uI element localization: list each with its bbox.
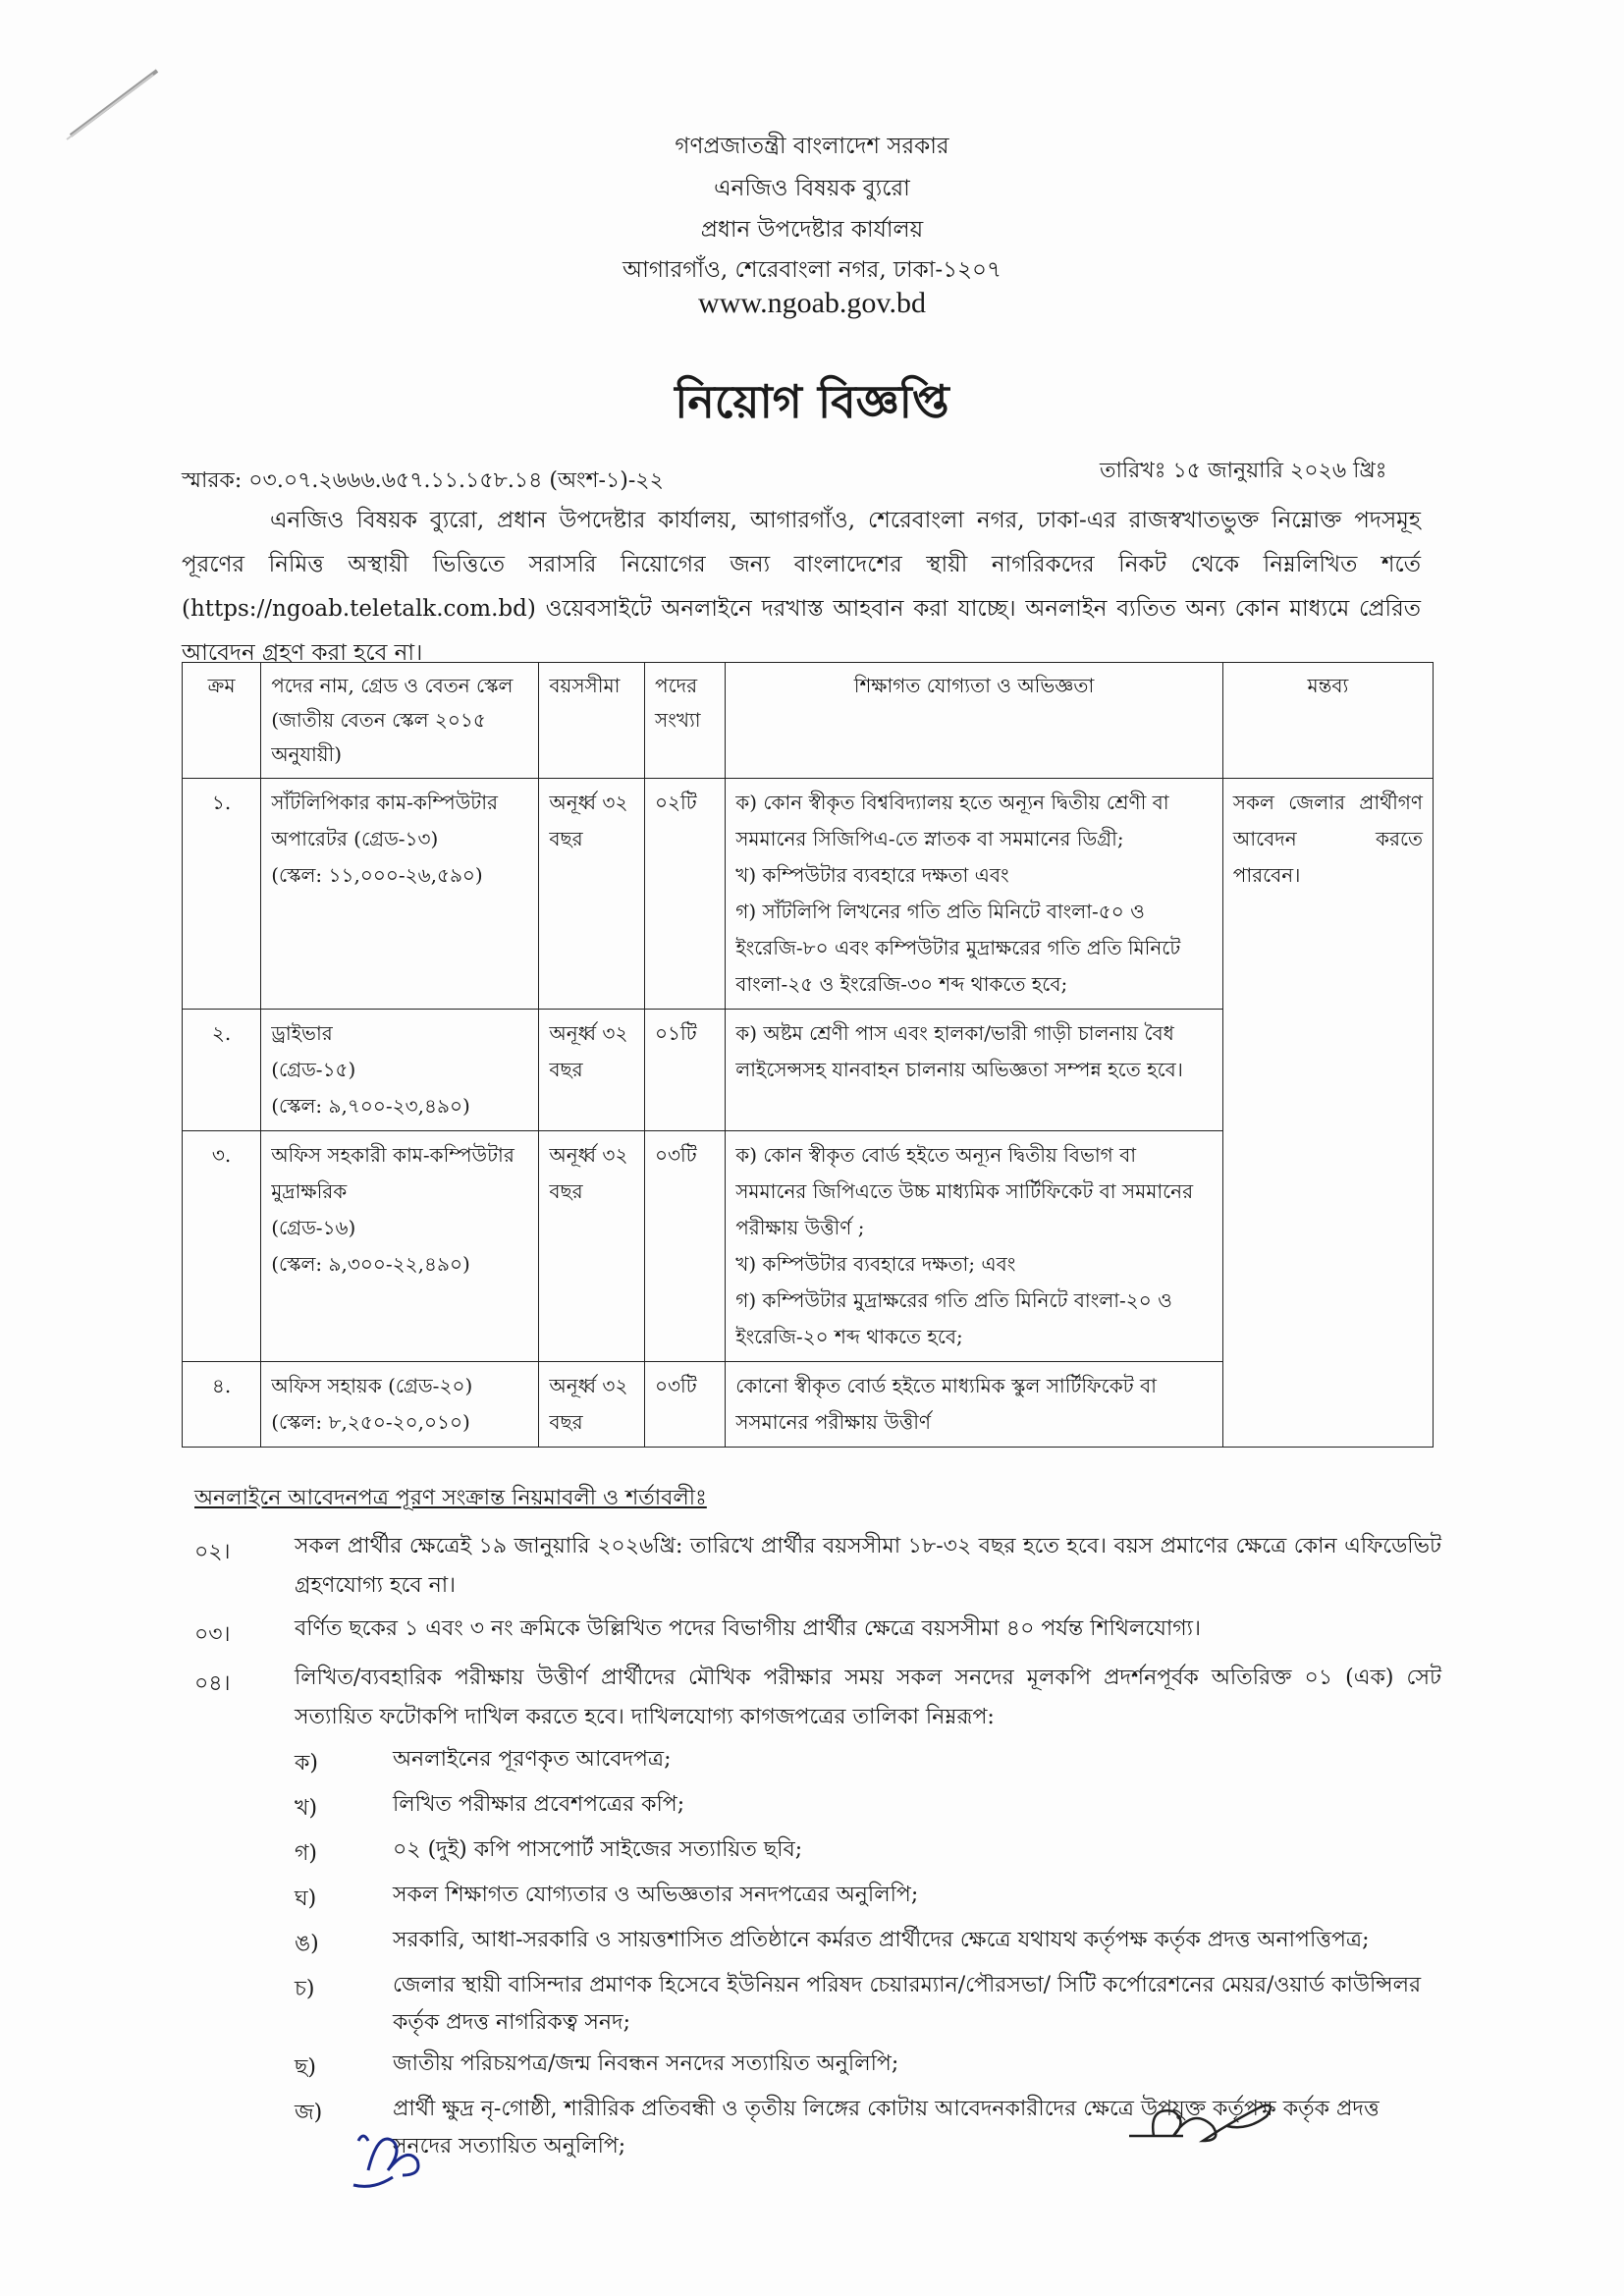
- memo-number: স্মারক: ০৩.০৭.২৬৬৬.৬৫৭.১১.১৫৮.১৪ (অংশ-১)-২২: [182, 468, 664, 493]
- document-marker: গ): [295, 1841, 318, 1866]
- rule-text: লিখিত/ব্যবহারিক পরীক্ষায় উত্তীর্ণ প্রার্থীদের মৌখিক পরীক্ষার সময় সকল সনদের মূলকপি প্রদর্শনপূর্বক অতিরিক্ত ০১ (এক) সেট সত্যায়িত ফটোকপি দাখিল করতে হবে। দাখিলযোগ্য কাগজপত্রের তালিকা নিম্নরূপ:: [295, 1666, 1441, 1729]
- letterhead-government: গণপ্রজাতন্ত্রী বাংলাদেশ সরকার: [675, 134, 949, 159]
- row-age: অনূর্ধ্ব ৩২ বছর: [539, 779, 645, 1010]
- pay-scale: (স্কেল: ৯,৩০০-২২,৪৯০): [271, 1252, 470, 1276]
- document-marker: চ): [295, 1977, 315, 2001]
- header-post-note: (জাতীয় বেতন স্কেল ২০১৫ অনুযায়ী): [271, 708, 486, 766]
- document-item: [295, 2046, 1441, 2087]
- table-header-row: [183, 663, 1434, 779]
- post-name: সাঁটলিপিকার কাম-কম্পিউটার অপারেটর (গ্রেড-১৩): [271, 791, 498, 850]
- intro-paragraph: [182, 499, 1421, 676]
- document-text: সরকারি, আধা-সরকারি ও সায়ত্তশাসিত প্রতিষ্ঠানে কর্মরত প্রার্থীদের ক্ষেত্রে যথাযথ কর্তৃপক্ষ কর্তৃক প্রদত্ত অনাপত্তিপত্র;: [393, 1928, 1370, 1952]
- header-serial: ক্রম: [183, 663, 261, 779]
- qualification-line: ক) অষ্টম শ্রেণী পাস এবং হালকা/ভারী গাড়ী চালনায় বৈধ লাইসেন্সসহ যানবাহন চালনায় অভিজ্ঞতা সম্পন্ন হতে হবে।: [735, 1021, 1183, 1081]
- qualification-line: ক) কোন স্বীকৃত বোর্ড হইতে অন্যূন দ্বিতীয় বিভাগ বা সমমানের জিপিএতে উচ্চ মাধ্যমিক সার্টিফিকেট বা সমমানের পরীক্ষায় উত্তীর্ণ ;: [735, 1143, 1194, 1239]
- row-serial: ২.: [183, 1010, 261, 1131]
- qualification-line: খ) কম্পিউটার ব্যবহারে দক্ষতা; এবং: [735, 1252, 1016, 1276]
- remarks-cell: সকল জেলার প্রার্থীগণ আবেদন করতে পারবেন।: [1222, 779, 1433, 1448]
- row-serial: ৪.: [183, 1362, 261, 1448]
- document-item: [295, 1967, 1441, 2042]
- letterhead-office: প্রধান উপদেষ্টার কার্যালয়: [700, 217, 924, 243]
- row-post: [261, 1010, 539, 1131]
- row-post: [261, 779, 539, 1010]
- document-text: লিখিত পরীক্ষার প্রবেশপত্রের কপি;: [393, 1792, 685, 1817]
- intro-text: এনজিও বিষয়ক ব্যুরো, প্রধান উপদেষ্টার কার্যালয়, আগারগাঁও, শেরেবাংলা নগর, ঢাকা-এর রাজস্বখাতভুক্ত নিম্নোক্ত পদসমূহ পূরণের নিমিত্ত অস্থায়ী ভিত্তিতে সরাসরি নিয়োগের জন্য বাংলাদেশের স্থায়ী নাগরিকদের নিকট থেকে নিম্নলিখিত শর্তে (https://ngoab.teletalk.com.bd) ওয়েবসাইটে অনলাইনে দরখাস্ত আহবান করা যাচ্ছে। অনলাইন ব্যতিত অন্য কোন মাধ্যমে প্রেরিত আবেদন গ্রহণ করা হবে না।: [182, 508, 1421, 666]
- header-post: [261, 663, 539, 779]
- issue-date: তারিখঃ ১৫ জানুয়ারি ২০২৬ খ্রিঃ: [1100, 459, 1387, 483]
- positions-table: [182, 662, 1434, 1448]
- qualification-line: গ) কম্পিউটার মুদ্রাক্ষরের গতি প্রতি মিনিটে বাংলা-২০ ও ইংরেজি-২০ শব্দ থাকতে হবে;: [735, 1288, 1172, 1348]
- row-qualification: [726, 1131, 1223, 1362]
- header-age: বয়সসীমা: [539, 663, 645, 779]
- row-qualification: [726, 1010, 1223, 1131]
- qualification-line: ক) কোন স্বীকৃত বিশ্ববিদ্যালয় হতে অন্যূন দ্বিতীয় শ্রেণী বা সমমানের সিজিপিএ-তে স্নাতক বা সমমানের ডিগ্রী;: [735, 791, 1169, 850]
- document-item: [295, 1877, 1441, 1918]
- pay-scale: (স্কেল: ৯,৭০০-২৩,৪৯০): [271, 1094, 470, 1118]
- header-qualification: শিক্ষাগত যোগ্যতা ও অভিজ্ঞতা: [726, 663, 1223, 779]
- document-marker: ছ): [295, 2055, 316, 2080]
- qualification-line: কোনো স্বীকৃত বোর্ড হইতে মাধ্যমিক স্কুল সার্টিফিকেট বা সসমানের পরীক্ষায় উত্তীর্ণ: [735, 1374, 1157, 1434]
- rule-item: [194, 1527, 1441, 1606]
- document-text: অনলাইনের পূরণকৃত আবেদপত্র;: [393, 1747, 672, 1772]
- rules-heading: অনলাইনে আবেদনপত্র পূরণ সংক্রান্ত নিয়মাবলী ও শর্তাবলীঃ: [194, 1486, 707, 1510]
- initial-signature-left: [339, 2111, 447, 2200]
- qualification-line: খ) কম্পিউটার ব্যবহারে দক্ষতা এবং: [735, 863, 1009, 887]
- row-serial: ৩.: [183, 1131, 261, 1362]
- row-qualification: [726, 1362, 1223, 1448]
- document-item: [295, 1831, 1441, 1873]
- document-marker: খ): [295, 1796, 318, 1821]
- document-marker: ঙ): [295, 1932, 319, 1956]
- document-item: [295, 1786, 1441, 1828]
- row-qualification: [726, 779, 1223, 1010]
- page-title: নিয়োগ বিজ্ঞপ্তি: [675, 375, 949, 428]
- rule-number: ০৪।: [194, 1671, 231, 1696]
- rule-number: ০৩।: [194, 1622, 231, 1647]
- document-text: জেলার স্থায়ী বাসিন্দার প্রমাণক হিসেবে ইউনিয়ন পরিষদ চেয়ারম্যান/পৌরসভা/ সিটি কর্পোরেশনের মেয়র/ওয়ার্ড কাউন্সিলর কর্তৃক প্রদত্ত নাগরিকত্ব সনদ;: [393, 1973, 1422, 2035]
- document-marker: ঘ): [295, 1886, 317, 1911]
- document-text: ০২ (দুই) কপি পাসপোর্ট সাইজের সত্যায়িত ছবি;: [393, 1837, 803, 1862]
- post-grade: (গ্রেড-১৬): [271, 1216, 356, 1239]
- row-count: ০৩টি: [645, 1131, 726, 1362]
- qualification-line: গ) সাঁটলিপি লিখনের গতি প্রতি মিনিটে বাংলা-৫০ ও ইংরেজি-৮০ এবং কম্পিউটার মুদ্রাক্ষরের গতি প্রতি মিনিটে বাংলা-২৫ ও ইংরেজি-৩০ শব্দ থাকতে হবে;: [735, 900, 1181, 996]
- post-name: ড্রাইভার: [271, 1021, 333, 1045]
- row-serial: ১.: [183, 779, 261, 1010]
- letterhead-bureau: এনজিও বিষয়ক ব্যুরো: [714, 176, 910, 201]
- rules-section: [194, 1481, 1441, 2165]
- row-count: ০১টি: [645, 1010, 726, 1131]
- rule-text: সকল প্রার্থীর ক্ষেত্রেই ১৯ জানুয়ারি ২০২৬খ্রি: তারিখে প্রার্থীর বয়সসীমা ১৮-৩২ বছর হতে হবে। বয়স প্রমাণের ক্ষেত্রে কোন এফিডেভিট গ্রহণযোগ্য হবে না।: [295, 1534, 1441, 1598]
- row-age: অনূর্ধ্ব ৩২ বছর: [539, 1010, 645, 1131]
- rule-item: [194, 1659, 1441, 1737]
- post-name: অফিস সহকারী কাম-কম্পিউটার মুদ্রাক্ষরিক: [271, 1143, 514, 1203]
- document-marker: ক): [295, 1751, 318, 1776]
- signature-right: [1124, 2087, 1291, 2156]
- header-remarks: মন্তব্য: [1222, 663, 1433, 779]
- row-age: অনূর্ধ্ব ৩২ বছর: [539, 1131, 645, 1362]
- header-post-label: পদের নাম, গ্রেড ও বেতন স্কেল: [271, 674, 514, 697]
- document-text: জাতীয় পরিচয়পত্র/জন্ম নিবন্ধন সনদের সত্যায়িত অনুলিপি;: [393, 2051, 899, 2076]
- row-post: [261, 1362, 539, 1448]
- pay-scale: (স্কেল: ৮,২৫০-২০,০১০): [271, 1410, 470, 1434]
- row-count: ০২টি: [645, 779, 726, 1010]
- post-name: অফিস সহায়ক (গ্রেড-২০): [271, 1374, 473, 1397]
- document-text: সকল শিক্ষাগত যোগ্যতার ও অভিজ্ঞতার সনদপত্রের অনুলিপি;: [393, 1883, 919, 1907]
- document-text: প্রার্থী ক্ষুদ্র নৃ-গোষ্ঠী, শারীরিক প্রতিবন্ধী ও তৃতীয় লিঙ্গের কোটায় আবেদনকারীদের ক্ষেত্রে উপযুক্ত কর্তৃপক্ষ কর্তৃক প্রদত্ত সনদের সত্যায়িত অনুলিপি;: [393, 2097, 1380, 2159]
- letterhead-website: www.ngoab.gov.bd: [698, 287, 926, 319]
- document-marker: জ): [295, 2101, 323, 2125]
- pay-scale: (স্কেল: ১১,০০০-২৬,৫৯০): [271, 863, 483, 887]
- document-item: [295, 1922, 1441, 1963]
- post-grade: (গ্রেড-১৫): [271, 1058, 356, 1081]
- row-post: [261, 1131, 539, 1362]
- rule-item: [194, 1610, 1441, 1655]
- row-age: অনূর্ধ্ব ৩২ বছর: [539, 1362, 645, 1448]
- rule-text: বর্ণিত ছকের ১ এবং ৩ নং ক্রমিকে উল্লিখিত পদের বিভাগীয় প্রার্থীর ক্ষেত্রে বয়সসীমা ৪০ পর্যন্ত শিথিলযোগ্য।: [295, 1616, 1201, 1641]
- row-count: ০৩টি: [645, 1362, 726, 1448]
- header-count: পদের সংখ্যা: [645, 663, 726, 779]
- document-item: [295, 1741, 1441, 1782]
- rule-number: ০২।: [194, 1540, 231, 1564]
- table-row: [183, 779, 1434, 1010]
- letterhead-address: আগারগাঁও, শেরেবাংলা নগর, ঢাকা-১২০৭: [623, 257, 1001, 283]
